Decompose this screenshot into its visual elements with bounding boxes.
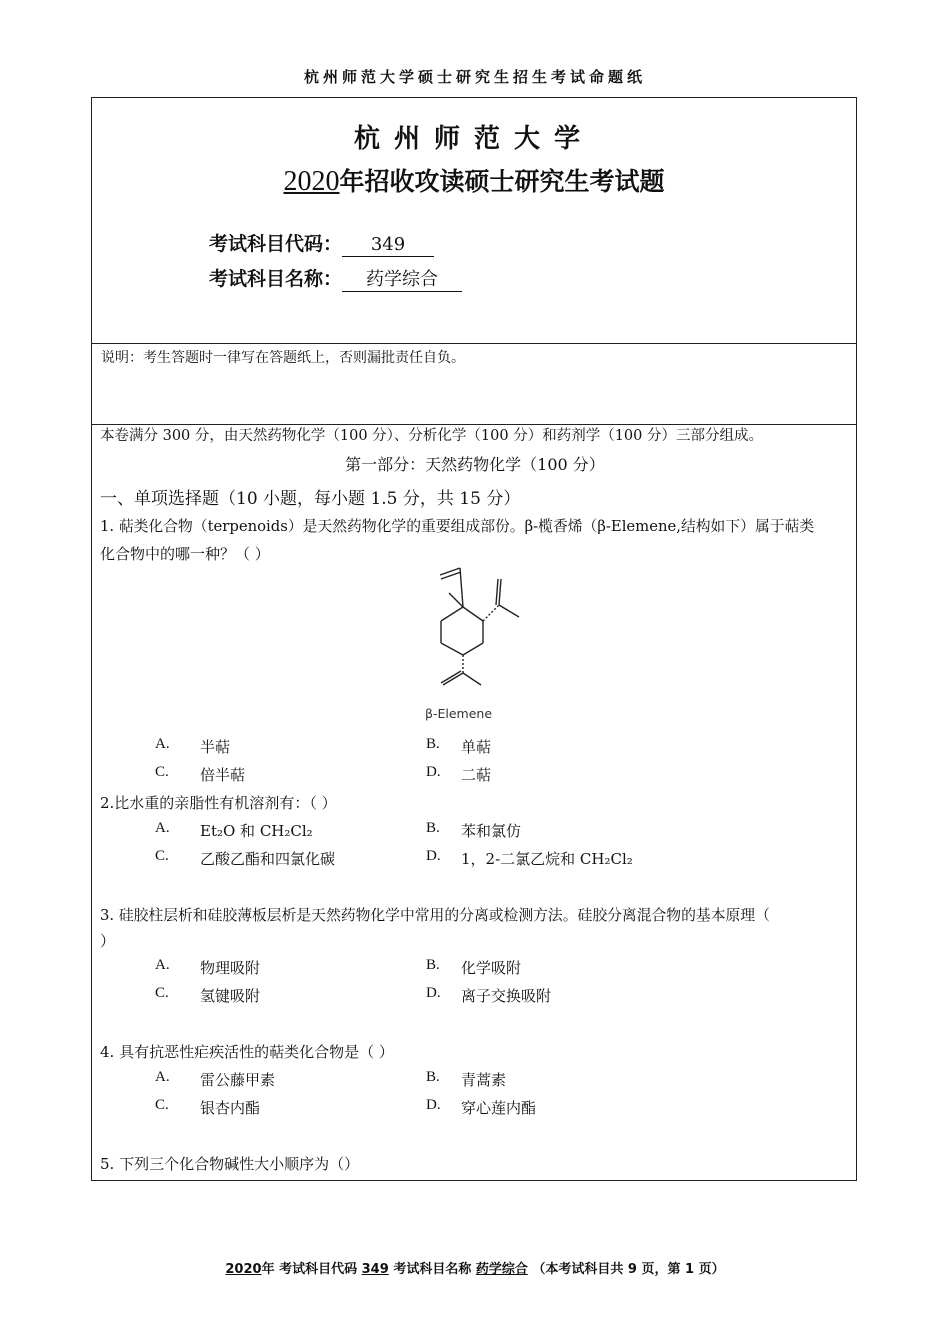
q1-text-line1: 1. 萜类化合物（terpenoids）是天然药物化学的重要组成部份。β-榄香烯（β-Elemene,结构如下）属于萜类: [100, 518, 815, 535]
q3-option-a: 物理吸附: [200, 959, 261, 977]
q1-option-a: 半萜: [200, 738, 231, 756]
q2-option-a: Et₂O 和 CH₂Cl₂: [200, 822, 313, 840]
subject-code-row: [209, 229, 434, 257]
page-header: 杭州师范大学硕士研究生招生考试命题纸: [303, 68, 646, 86]
footer-name: 药学综合: [475, 1262, 528, 1277]
q4-option-a: 雷公藤甲素: [200, 1071, 276, 1089]
exam-intro: 本卷满分 300 分，由天然药物化学（100 分）、分析化学（100 分）和药剂学（100 分）三部分组成。: [100, 428, 763, 444]
q4-option-b: 青蒿素: [461, 1071, 507, 1089]
part1-title: 第一部分：天然药物化学（100 分）: [345, 455, 605, 474]
subject-name-label: 考试科目名称：: [209, 268, 343, 290]
footer-pages: （本考试科目共 9 页，第 1 页）: [532, 1262, 725, 1277]
subject-code-value: 349: [342, 234, 434, 257]
exam-title-text: 年招收攻读硕士研究生考试题: [339, 167, 665, 196]
q4-option-b-letter: B.: [426, 1069, 440, 1085]
q4-option-c: 银杏内酯: [200, 1099, 261, 1117]
footer-year: 2020: [225, 1262, 262, 1277]
q3-option-c: 氢键吸附: [200, 987, 261, 1005]
beta-elemene-structure: [415, 565, 535, 725]
page-footer: [0, 1258, 950, 1277]
title-section: [92, 98, 856, 344]
q2-option-d-letter: D.: [426, 848, 441, 864]
exam-title: [92, 162, 856, 198]
q1-text-line2: 化合物中的哪一种？（ ）: [100, 545, 270, 563]
q4-option-d-letter: D.: [426, 1097, 441, 1113]
q3-option-a-letter: A.: [155, 957, 170, 973]
university-title: 杭州师范大学: [353, 124, 594, 154]
q3-option-b: 化学吸附: [461, 959, 522, 977]
q2-text: 2.比水重的亲脂性有机溶剂有：（ ）: [100, 794, 337, 812]
q1-option-a-letter: A.: [155, 736, 170, 752]
q3-option-b-letter: B.: [426, 957, 440, 973]
beta-elemene-label: β-Elemene: [425, 706, 493, 721]
q1-option-b: 单萜: [461, 738, 492, 756]
q3-text-line1: 3. 硅胶柱层析和硅胶薄板层析是天然药物化学中常用的分离或检测方法。硅胶分离混合物的基本原理（: [100, 907, 770, 924]
q2-option-b: 苯和氯仿: [461, 822, 522, 840]
q3-option-d-letter: D.: [426, 985, 441, 1001]
subject-name-value: 药学综合: [342, 269, 462, 292]
instructions-note: 说明：考生答题时一律写在答题纸上，否则漏批责任自负。: [101, 350, 465, 366]
subject-code-label: 考试科目代码：: [209, 233, 343, 255]
footer-code: 349: [361, 1262, 389, 1277]
footer-code-label: 年 考试科目代码: [261, 1262, 358, 1277]
q4-option-d: 穿心莲内酯: [461, 1099, 537, 1117]
q1-option-c-letter: C.: [155, 764, 169, 780]
q1-option-c: 倍半萜: [200, 766, 246, 784]
q2-option-c-letter: C.: [155, 848, 169, 864]
q5-text: 5. 下列三个化合物碱性大小顺序为（）: [100, 1155, 360, 1173]
q4-text: 4. 具有抗恶性疟疾活性的萜类化合物是（ ）: [100, 1043, 394, 1061]
q3-option-c-letter: C.: [155, 985, 169, 1001]
q2-option-a-letter: A.: [155, 820, 170, 836]
q1-option-d: 二萜: [461, 766, 492, 784]
subject-name-row: [209, 264, 462, 292]
q4-option-c-letter: C.: [155, 1097, 169, 1113]
q2-option-c: 乙酸乙酯和四氯化碳: [200, 850, 336, 868]
q2-option-d: 1，2-二氯乙烷和 CH₂Cl₂: [461, 850, 633, 868]
q1-option-b-letter: B.: [426, 736, 440, 752]
q3-text-line2: ）: [100, 932, 116, 950]
instructions-section: [92, 343, 856, 425]
q1-option-d-letter: D.: [426, 764, 441, 780]
q2-option-b-letter: B.: [426, 820, 440, 836]
footer-name-label: 考试科目名称: [393, 1262, 472, 1277]
section1-title: 一、单项选择题（10 小题，每小题 1.5 分，共 15 分）: [100, 489, 521, 509]
q4-option-a-letter: A.: [155, 1069, 170, 1085]
exam-year: 2020: [283, 166, 340, 197]
q3-option-d: 离子交换吸附: [461, 987, 552, 1005]
